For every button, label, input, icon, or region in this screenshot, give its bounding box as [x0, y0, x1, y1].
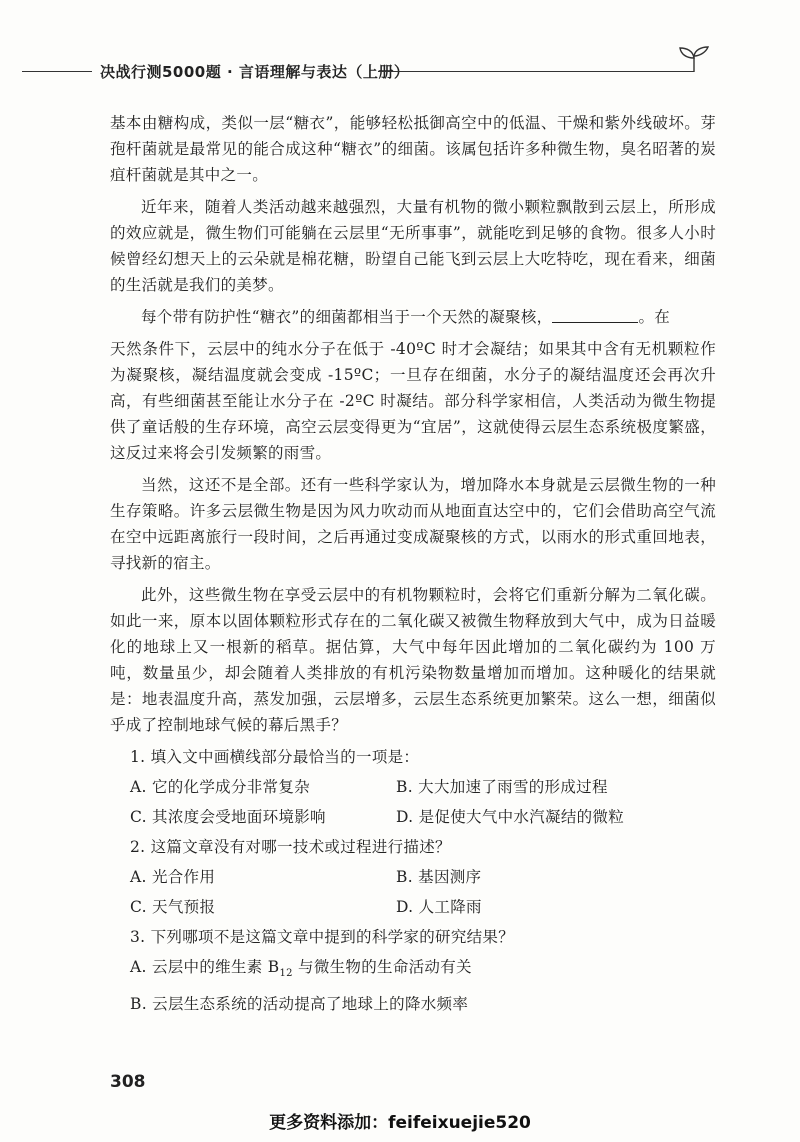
question-3-stem: 3. 下列哪项不是这篇文章中提到的科学家的研究结果？: [130, 928, 515, 946]
blank-after-text: 。在: [638, 308, 671, 326]
question-1-options-row-1: [130, 774, 716, 800]
q3-option-a-text: A. 云层中的维生素 B: [130, 958, 280, 976]
paragraph-1: 基本由糖构成，类似一层“糖衣”，能够轻松抵御高空中的低温、干燥和紫外线破坏。芽孢杆菌就是最常见的能合成这种“糖衣”的细菌。该属包括许多种微生物，臭名昭著的炭疽杆菌就是其中之一。: [110, 114, 716, 184]
sprout-icon: [676, 46, 712, 72]
q2-option-c: C. 天气预报: [130, 898, 216, 916]
q2-option-a: A. 光合作用: [130, 868, 216, 886]
page-number: 308: [110, 1072, 146, 1092]
paragraph-3-cont: 天然条件下，云层中的纯水分子在低于 -40ºC 时才会凝结；如果其中含有无机颗粒作为凝聚核，凝结温度就会变成 -15ºC；一旦存在细菌，水分子的凝结温度还会再次升高，有些细菌甚至能让水分子在 -2ºC 时凝结。部分科学家相信，人类活动为微生物提供了童话般的生存环境，高空云层变得更为“宜居”，这就使得云层生态系统极度繁盛，这反过来将会引发频繁的雨雪。: [110, 340, 716, 462]
q1-option-d: D. 是促使大气中水汽凝结的微粒: [396, 808, 625, 826]
question-1-options-row-2: [130, 804, 716, 830]
question-2-options-row-2: [130, 894, 716, 920]
paragraph-3-blank: [110, 304, 716, 330]
blank-before-text: 每个带有防护性“糖衣”的细菌都相当于一个天然的凝聚核，: [141, 308, 553, 326]
article-body: [110, 110, 716, 1021]
q1-option-c: C. 其浓度会受地面环境影响: [130, 808, 326, 826]
header-rule-left: [22, 71, 92, 72]
book-title: 决战行测5000题 · 言语理解与表达（上册）: [100, 63, 410, 81]
question-2-stem: 2. 这篇文章没有对哪一技术或过程进行描述？: [130, 838, 451, 856]
q3-option-b: B. 云层生态系统的活动提高了地球上的降水频率: [130, 995, 469, 1014]
q3-option-a-rest: 与微生物的生命活动有关: [292, 958, 472, 976]
question-2-options-row-1: [130, 864, 716, 890]
q2-option-d: D. 人工降雨: [396, 898, 482, 916]
q1-option-b: B. 大大加速了雨雪的形成过程: [396, 778, 608, 796]
running-header: [0, 58, 800, 88]
paragraph-5: 此外，这些微生物在享受云层中的有机物颗粒时，会将它们重新分解为二氧化碳。如此一来，原本以固体颗粒形式存在的二氧化碳又被微生物释放到大气中，成为日益暖化的地球上又一根新的稻草。据估算，大气中每年因此增加的二氧化碳约为 100 万吨，数量虽少，却会随着人类排放的有机污染物数量增加而增加。这种暖化的结果就是：地表温度升高，蒸发加强，云层增多，云层生态系统更加繁荣。这么一想，细菌似乎成了控制地球气候的幕后黑手？: [110, 586, 716, 734]
question-1-stem: 1. 填入文中画横线部分最恰当的一项是：: [130, 748, 420, 766]
q2-option-b: B. 基因测序: [396, 868, 482, 886]
q3-option-a: [130, 954, 716, 987]
footer-note: 更多资料添加：feifeixuejie520: [269, 1113, 531, 1133]
fill-in-blank: [552, 308, 638, 323]
header-rule-right: [378, 71, 694, 72]
paragraph-4: 当然，这还不是全部。还有一些科学家认为，增加降水本身就是云层微生物的一种生存策略。许多云层微生物是因为风力吹动而从地面直达空中的，它们会借助高空气流在空中远距离旅行一段时间，之后再通过变成凝聚核的方式，以雨水的形式重回地表，寻找新的宿主。: [110, 476, 716, 572]
paragraph-2: 近年来，随着人类活动越来越强烈，大量有机物的微小颗粒飘散到云层上，所形成的效应就是，微生物们可能躺在云层里“无所事事”，就能吃到足够的食物。很多人小时候曾经幻想天上的云朵就是棉花糖，盼望自己能飞到云层上大吃特吃，现在看来，细菌的生活就是我们的美梦。: [110, 198, 716, 294]
question-list: [110, 744, 716, 1017]
q3-option-a-subscript: 12: [279, 968, 293, 980]
q1-option-a: A. 它的化学成分非常复杂: [130, 778, 310, 796]
